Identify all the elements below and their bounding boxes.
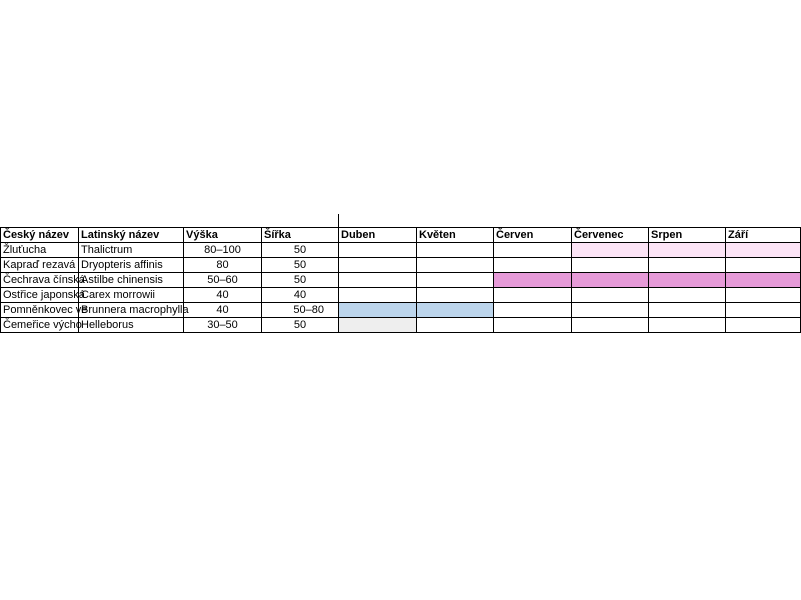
month-cell[interactable]	[417, 288, 494, 303]
table-row	[1, 318, 801, 333]
month-cell[interactable]	[726, 318, 801, 333]
month-cell[interactable]	[494, 303, 572, 318]
header-cell-latinsky-nazev[interactable]: Latinský název	[79, 228, 184, 243]
month-cell[interactable]	[649, 303, 726, 318]
cell-cesky-nazev[interactable]: Čemeřice výcho	[1, 318, 79, 333]
cell-sirka[interactable]: 50	[262, 258, 339, 273]
month-cell[interactable]	[726, 303, 801, 318]
cell-vyska[interactable]: 80–100	[184, 243, 262, 258]
month-cell[interactable]	[417, 318, 494, 333]
cell-sirka[interactable]: 50–80	[262, 303, 339, 318]
cell-sirka[interactable]: 50	[262, 318, 339, 333]
cell-vyska[interactable]: 40	[184, 288, 262, 303]
month-cell-filled[interactable]	[339, 318, 417, 333]
month-cell[interactable]	[572, 258, 649, 273]
month-cell[interactable]	[339, 288, 417, 303]
month-cell-filled[interactable]	[726, 273, 801, 288]
cell-cesky-nazev[interactable]: Čechrava čínská	[1, 273, 79, 288]
month-cell-filled[interactable]	[649, 273, 726, 288]
column-divider-line	[338, 214, 339, 228]
month-cell-filled[interactable]	[649, 243, 726, 258]
cell-cesky-nazev[interactable]: Žluťucha	[1, 243, 79, 258]
month-cell[interactable]	[339, 258, 417, 273]
month-cell-filled[interactable]	[726, 243, 801, 258]
cell-cesky-nazev[interactable]: Kapraď rezavá	[1, 258, 79, 273]
month-cell[interactable]	[494, 318, 572, 333]
header-cell-cesky-nazev[interactable]: Český název	[1, 228, 79, 243]
month-cell[interactable]	[494, 258, 572, 273]
cell-latinsky-nazev[interactable]: Dryopteris affinis	[79, 258, 184, 273]
header-row	[1, 228, 801, 243]
month-cell-filled[interactable]	[572, 243, 649, 258]
month-cell[interactable]	[572, 303, 649, 318]
cell-latinsky-nazev[interactable]: Thalictrum	[79, 243, 184, 258]
cell-latinsky-nazev[interactable]: Helleborus	[79, 318, 184, 333]
plant-table	[0, 227, 801, 333]
month-cell[interactable]	[417, 273, 494, 288]
cell-vyska[interactable]: 80	[184, 258, 262, 273]
table-row	[1, 288, 801, 303]
month-cell-filled[interactable]	[417, 303, 494, 318]
spreadsheet	[0, 227, 800, 333]
cell-vyska[interactable]: 50–60	[184, 273, 262, 288]
table-row	[1, 303, 801, 318]
month-cell[interactable]	[572, 288, 649, 303]
cell-latinsky-nazev[interactable]: Brunnera macrophylla	[79, 303, 184, 318]
cell-sirka[interactable]: 50	[262, 273, 339, 288]
cell-sirka[interactable]: 50	[262, 243, 339, 258]
month-cell[interactable]	[417, 243, 494, 258]
month-cell[interactable]	[649, 258, 726, 273]
month-cell[interactable]	[726, 258, 801, 273]
cell-sirka[interactable]: 40	[262, 288, 339, 303]
month-cell[interactable]	[649, 318, 726, 333]
table-row	[1, 273, 801, 288]
header-cell-srpen[interactable]: Srpen	[649, 228, 726, 243]
month-cell[interactable]	[494, 243, 572, 258]
cell-vyska[interactable]: 40	[184, 303, 262, 318]
month-cell-filled[interactable]	[494, 273, 572, 288]
table-row	[1, 243, 801, 258]
header-cell-vyska[interactable]: Výška	[184, 228, 262, 243]
header-cell-duben[interactable]: Duben	[339, 228, 417, 243]
table-row	[1, 258, 801, 273]
header-cell-zari[interactable]: Září	[726, 228, 801, 243]
cell-cesky-nazev[interactable]: Pomněnkovec ve	[1, 303, 79, 318]
cell-latinsky-nazev[interactable]: Carex morrowii	[79, 288, 184, 303]
month-cell-filled[interactable]	[339, 303, 417, 318]
month-cell[interactable]	[339, 243, 417, 258]
month-cell[interactable]	[572, 318, 649, 333]
header-cell-sirka[interactable]: Šířka	[262, 228, 339, 243]
header-cell-cerven[interactable]: Červen	[494, 228, 572, 243]
month-cell[interactable]	[339, 273, 417, 288]
header-cell-kveten[interactable]: Květen	[417, 228, 494, 243]
header-cell-cervenec[interactable]: Červenec	[572, 228, 649, 243]
month-cell[interactable]	[494, 288, 572, 303]
cell-latinsky-nazev[interactable]: Astilbe chinensis	[79, 273, 184, 288]
month-cell[interactable]	[417, 258, 494, 273]
month-cell-filled[interactable]	[572, 273, 649, 288]
cell-vyska[interactable]: 30–50	[184, 318, 262, 333]
month-cell[interactable]	[726, 288, 801, 303]
cell-cesky-nazev[interactable]: Ostřice japonská	[1, 288, 79, 303]
month-cell[interactable]	[649, 288, 726, 303]
